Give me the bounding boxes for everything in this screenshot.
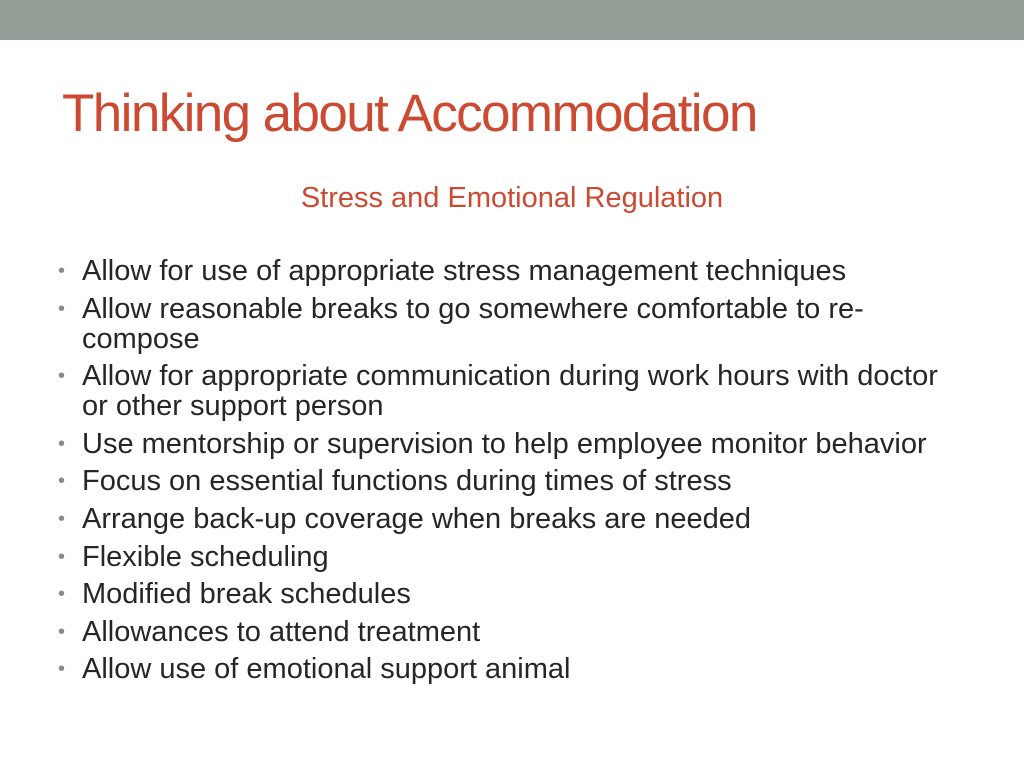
bullet-text: Flexible scheduling [82, 540, 329, 573]
bullet-dot-icon: • [58, 583, 66, 606]
bullet-text: Arrange back-up coverage when breaks are needed [82, 502, 752, 535]
bullet-item [58, 579, 938, 609]
top-accent-bar [0, 0, 1024, 40]
slide-subtitle: Stress and Emotional Regulation [300, 182, 724, 214]
bullet-dot-icon: • [58, 365, 66, 388]
slide-title: Thinking about Accommodation [62, 84, 757, 143]
bullet-dot-icon: • [58, 545, 66, 568]
bullet-text: Allow reasonable breaks to go somewhere comfortable to re-compose [82, 292, 864, 355]
bullet-dot-icon: • [58, 260, 66, 282]
bullet-text: Allowances to attend treatment [82, 615, 481, 648]
bullet-text: Modified break schedules [82, 578, 411, 611]
bullet-text: Focus on essential functions during times of stress [82, 465, 732, 498]
bullet-item [58, 504, 938, 534]
bullet-text: Allow for appropriate communication during work hours with doctor or other support person [82, 360, 938, 423]
bullet-dot-icon: • [58, 507, 66, 530]
bullet-item [58, 361, 938, 421]
bullet-dot-icon: • [58, 432, 66, 455]
bullet-item [58, 429, 938, 459]
bullet-item [58, 654, 938, 684]
bullet-dot-icon: • [58, 297, 66, 320]
bullet-dot-icon: • [58, 470, 66, 493]
bullet-item [58, 617, 938, 647]
bullet-text: Use mentorship or supervision to help employee monitor behavior [82, 427, 927, 460]
bullet-text: Allow use of emotional support animal [82, 653, 571, 686]
bullet-dot-icon: • [58, 620, 66, 643]
bullet-dot-icon: • [58, 658, 66, 681]
bullet-item [58, 256, 938, 286]
bullet-item [58, 542, 938, 572]
bullet-text: Allow for use of appropriate stress management techniques [82, 255, 847, 287]
bullet-item [58, 466, 938, 496]
bullet-item [58, 294, 938, 354]
bullet-list [58, 256, 938, 692]
